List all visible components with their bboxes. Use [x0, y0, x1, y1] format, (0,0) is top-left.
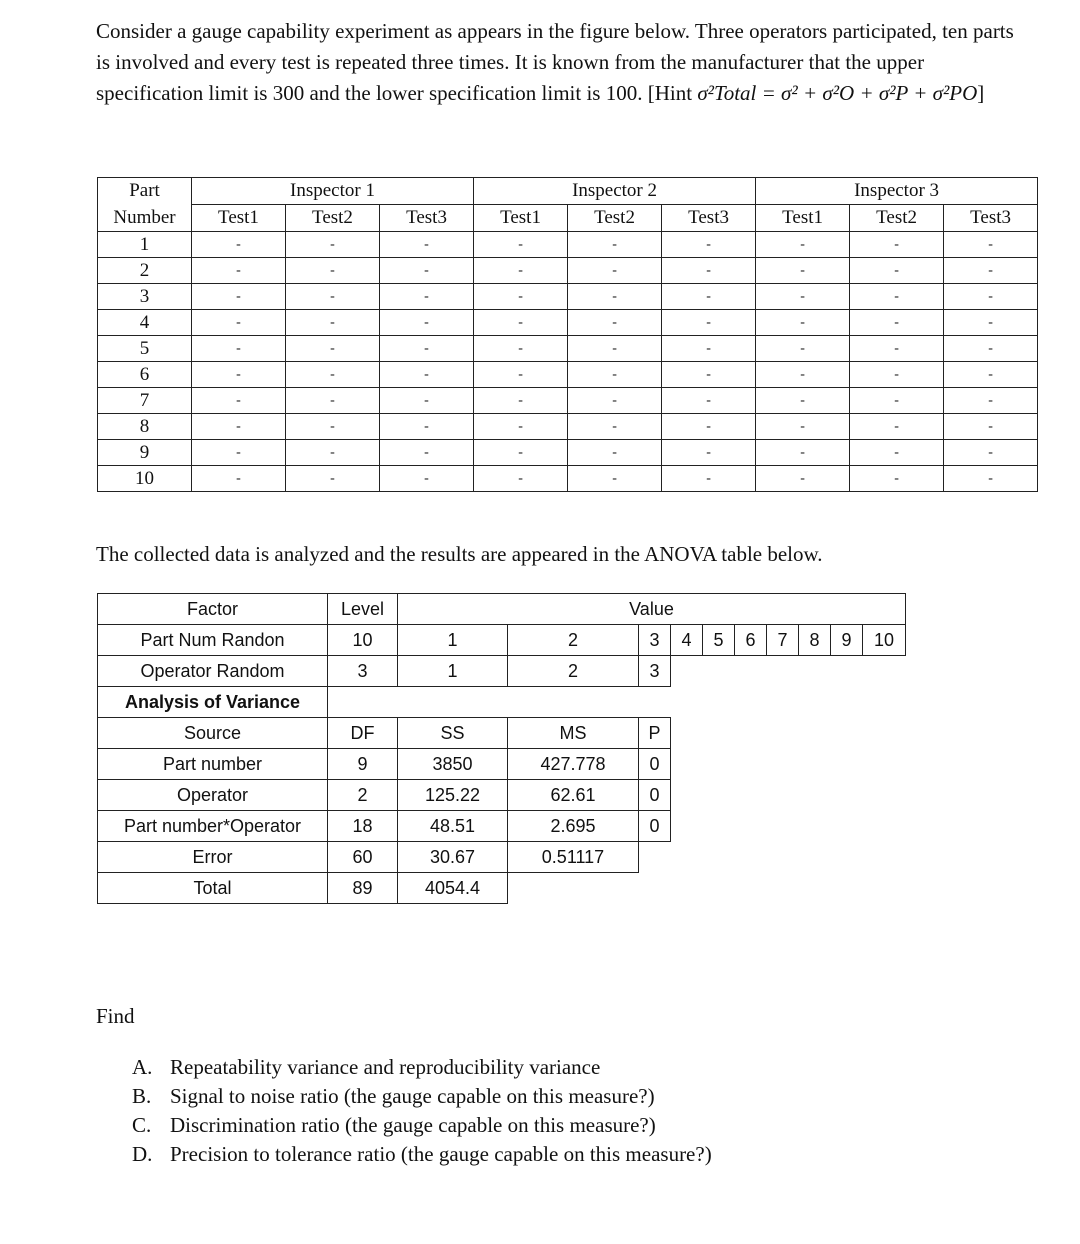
factor-value: 4 — [671, 625, 703, 656]
factor-level: 3 — [328, 656, 398, 687]
anova-ms: 0.51117 — [508, 842, 639, 873]
find-label: Find — [96, 1004, 135, 1028]
measurement-cell: - — [944, 414, 1038, 440]
question-text: Discrimination ratio (the gauge capable on this measure?) — [170, 1113, 656, 1137]
factor-value: 2 — [508, 625, 639, 656]
measurement-cell: - — [192, 258, 286, 284]
test-header: Test2 — [568, 205, 662, 232]
measurement-cell: - — [944, 336, 1038, 362]
measurement-cell: - — [944, 440, 1038, 466]
part-number: 5 — [98, 336, 192, 362]
factor-row — [98, 656, 906, 687]
question-text: Signal to noise ratio (the gauge capable on this measure?) — [170, 1084, 655, 1108]
question-item — [132, 1053, 712, 1082]
hint-prefix: [Hint — [647, 81, 693, 105]
measurement-cell: - — [380, 466, 474, 492]
part-number: 8 — [98, 414, 192, 440]
measurement-cell: - — [286, 466, 380, 492]
measurement-cell: - — [380, 258, 474, 284]
measurement-cell: - — [380, 388, 474, 414]
anova-df: 9 — [328, 749, 398, 780]
measurement-cell: - — [756, 284, 850, 310]
part-header-line2: Number — [98, 205, 192, 232]
measurement-cell: - — [850, 258, 944, 284]
measurement-cell: - — [850, 310, 944, 336]
measurement-cell: - — [380, 284, 474, 310]
part-number: 4 — [98, 310, 192, 336]
measurement-cell: - — [756, 232, 850, 258]
ss-header: SS — [398, 718, 508, 749]
measurement-cell: - — [662, 440, 756, 466]
test-header: Test1 — [756, 205, 850, 232]
measurement-cell: - — [756, 388, 850, 414]
measurement-row — [98, 388, 1038, 414]
measurement-row — [98, 310, 1038, 336]
measurement-row — [98, 414, 1038, 440]
measurement-cell: - — [474, 414, 568, 440]
factor-name: Part Num Randon — [98, 625, 328, 656]
measurement-cell: - — [850, 466, 944, 492]
anova-row — [98, 780, 906, 811]
part-header-line1: Part — [98, 178, 192, 205]
measurement-cell: - — [568, 414, 662, 440]
factor-value: 8 — [799, 625, 831, 656]
question-item — [132, 1111, 712, 1140]
factor-header: Factor — [98, 594, 328, 625]
factor-value: 3 — [639, 656, 671, 687]
measurement-body — [98, 232, 1038, 492]
measurement-cell: - — [568, 336, 662, 362]
measurement-cell: - — [944, 258, 1038, 284]
anova-row — [98, 811, 906, 842]
measurement-cell: - — [850, 284, 944, 310]
measurement-cell: - — [568, 284, 662, 310]
measurement-cell: - — [286, 310, 380, 336]
anova-p: 0 — [639, 780, 671, 811]
anova-p: 0 — [639, 811, 671, 842]
question-key: A. — [132, 1055, 153, 1079]
factor-level: 10 — [328, 625, 398, 656]
measurement-cell: - — [568, 258, 662, 284]
measurement-cell: - — [568, 466, 662, 492]
measurement-cell: - — [756, 336, 850, 362]
measurement-cell: - — [192, 310, 286, 336]
measurement-cell: - — [286, 336, 380, 362]
factor-value: 6 — [735, 625, 767, 656]
level-header: Level — [328, 594, 398, 625]
measurement-cell: - — [850, 336, 944, 362]
measurement-cell: - — [380, 310, 474, 336]
measurement-cell: - — [192, 232, 286, 258]
inspector-1-header: Inspector 1 — [192, 178, 474, 205]
measurement-cell: - — [568, 440, 662, 466]
factor-value: 1 — [398, 625, 508, 656]
measurement-cell: - — [662, 310, 756, 336]
measurement-cell: - — [192, 336, 286, 362]
measurement-cell: - — [192, 284, 286, 310]
measurement-cell: - — [380, 232, 474, 258]
anova-table — [97, 593, 906, 904]
measurement-row — [98, 232, 1038, 258]
value-header: Value — [398, 594, 906, 625]
measurement-cell: - — [756, 258, 850, 284]
measurement-cell: - — [286, 284, 380, 310]
measurement-cell: - — [380, 440, 474, 466]
part-number: 9 — [98, 440, 192, 466]
test-header: Test1 — [474, 205, 568, 232]
measurement-cell: - — [944, 362, 1038, 388]
measurement-cell: - — [380, 362, 474, 388]
measurement-cell: - — [662, 388, 756, 414]
anova-row — [98, 873, 906, 904]
measurement-cell: - — [756, 466, 850, 492]
question-list — [132, 1053, 712, 1169]
anova-ms: 62.61 — [508, 780, 639, 811]
anova-ss: 3850 — [398, 749, 508, 780]
measurement-row — [98, 336, 1038, 362]
hint-suffix: ] — [977, 81, 985, 105]
measurement-cell: - — [286, 232, 380, 258]
measurement-cell: - — [944, 232, 1038, 258]
measurement-cell: - — [474, 258, 568, 284]
measurement-cell: - — [850, 440, 944, 466]
measurement-row — [98, 440, 1038, 466]
source-header: Source — [98, 718, 328, 749]
test-header: Test2 — [850, 205, 944, 232]
question-key: D. — [132, 1142, 153, 1166]
anova-ss: 4054.4 — [398, 873, 508, 904]
df-header: DF — [328, 718, 398, 749]
measurement-cell: - — [944, 284, 1038, 310]
factor-value: 3 — [639, 625, 671, 656]
part-number: 6 — [98, 362, 192, 388]
anova-title: Analysis of Variance — [98, 687, 328, 718]
measurement-cell: - — [474, 466, 568, 492]
measurement-cell: - — [192, 362, 286, 388]
measurement-cell: - — [756, 310, 850, 336]
test-header: Test3 — [662, 205, 756, 232]
measurement-cell: - — [850, 388, 944, 414]
measurement-cell: - — [756, 414, 850, 440]
anova-row — [98, 842, 906, 873]
measurement-cell: - — [662, 466, 756, 492]
question-text: Precision to tolerance ratio (the gauge capable on this measure?) — [170, 1142, 712, 1166]
measurement-cell: - — [568, 388, 662, 414]
measurement-cell: - — [944, 466, 1038, 492]
factor-value: 7 — [767, 625, 799, 656]
measurement-cell: - — [662, 414, 756, 440]
measurement-cell: - — [662, 232, 756, 258]
measurement-cell: - — [474, 388, 568, 414]
measurement-cell: - — [662, 284, 756, 310]
measurement-cell: - — [286, 258, 380, 284]
factor-value: 10 — [863, 625, 906, 656]
test-header: Test1 — [192, 205, 286, 232]
anova-ss: 48.51 — [398, 811, 508, 842]
measurement-cell: - — [850, 232, 944, 258]
factor-row — [98, 625, 906, 656]
ms-header: MS — [508, 718, 639, 749]
factor-value: 1 — [398, 656, 508, 687]
measurement-row — [98, 284, 1038, 310]
anova-source: Error — [98, 842, 328, 873]
factor-value: 9 — [831, 625, 863, 656]
factor-name: Operator Random — [98, 656, 328, 687]
anova-source: Total — [98, 873, 328, 904]
measurement-table — [97, 177, 1038, 492]
anova-df: 2 — [328, 780, 398, 811]
measurement-cell: - — [662, 362, 756, 388]
measurement-cell: - — [286, 440, 380, 466]
problem-text: Consider a gauge capability experiment as appears in the figure below. Three operators participated, ten parts is involved and every test is repeated three times. It is known from the manufacturer that the upper specification limit is 300 and the lower specification limit is 100. — [96, 19, 1014, 105]
anova-intro-text: The collected data is analyzed and the results are appeared in the ANOVA table below. — [96, 542, 823, 566]
measurement-cell: - — [286, 414, 380, 440]
anova-p: 0 — [639, 749, 671, 780]
measurement-cell: - — [662, 336, 756, 362]
inspector-2-header: Inspector 2 — [474, 178, 756, 205]
anova-source: Operator — [98, 780, 328, 811]
measurement-row — [98, 466, 1038, 492]
anova-source: Part number — [98, 749, 328, 780]
measurement-cell: - — [850, 414, 944, 440]
hint-formula: σ²Total = σ² + σ²O + σ²P + σ²PO — [697, 81, 978, 105]
part-number: 2 — [98, 258, 192, 284]
question-item — [132, 1140, 712, 1169]
anova-ss: 125.22 — [398, 780, 508, 811]
part-number: 1 — [98, 232, 192, 258]
measurement-cell: - — [474, 284, 568, 310]
measurement-cell: - — [474, 336, 568, 362]
measurement-cell: - — [286, 362, 380, 388]
anova-source: Part number*Operator — [98, 811, 328, 842]
anova-row — [98, 749, 906, 780]
measurement-cell: - — [192, 440, 286, 466]
measurement-cell: - — [474, 310, 568, 336]
measurement-cell: - — [474, 232, 568, 258]
question-key: B. — [132, 1084, 152, 1108]
problem-statement — [96, 16, 1026, 109]
measurement-cell: - — [568, 310, 662, 336]
part-number: 10 — [98, 466, 192, 492]
measurement-cell: - — [756, 362, 850, 388]
measurement-cell: - — [192, 414, 286, 440]
measurement-cell: - — [850, 362, 944, 388]
measurement-cell: - — [568, 362, 662, 388]
p-header: P — [639, 718, 671, 749]
anova-df: 18 — [328, 811, 398, 842]
question-key: C. — [132, 1113, 152, 1137]
measurement-row — [98, 258, 1038, 284]
anova-ss: 30.67 — [398, 842, 508, 873]
measurement-cell: - — [474, 440, 568, 466]
measurement-cell: - — [380, 336, 474, 362]
anova-ms: 2.695 — [508, 811, 639, 842]
question-text: Repeatability variance and reproducibility variance — [170, 1055, 601, 1079]
part-number: 7 — [98, 388, 192, 414]
measurement-row — [98, 362, 1038, 388]
measurement-cell: - — [380, 414, 474, 440]
anova-df: 60 — [328, 842, 398, 873]
factor-value: 2 — [508, 656, 639, 687]
measurement-cell: - — [286, 388, 380, 414]
measurement-cell: - — [756, 440, 850, 466]
test-header: Test2 — [286, 205, 380, 232]
anova-ms: 427.778 — [508, 749, 639, 780]
measurement-cell: - — [944, 388, 1038, 414]
measurement-cell: - — [192, 388, 286, 414]
measurement-cell: - — [192, 466, 286, 492]
measurement-cell: - — [568, 232, 662, 258]
part-number: 3 — [98, 284, 192, 310]
test-header: Test3 — [380, 205, 474, 232]
inspector-3-header: Inspector 3 — [756, 178, 1038, 205]
measurement-cell: - — [474, 362, 568, 388]
factor-value: 5 — [703, 625, 735, 656]
measurement-cell: - — [662, 258, 756, 284]
question-item — [132, 1082, 712, 1111]
test-header: Test3 — [944, 205, 1038, 232]
anova-df: 89 — [328, 873, 398, 904]
measurement-cell: - — [944, 310, 1038, 336]
